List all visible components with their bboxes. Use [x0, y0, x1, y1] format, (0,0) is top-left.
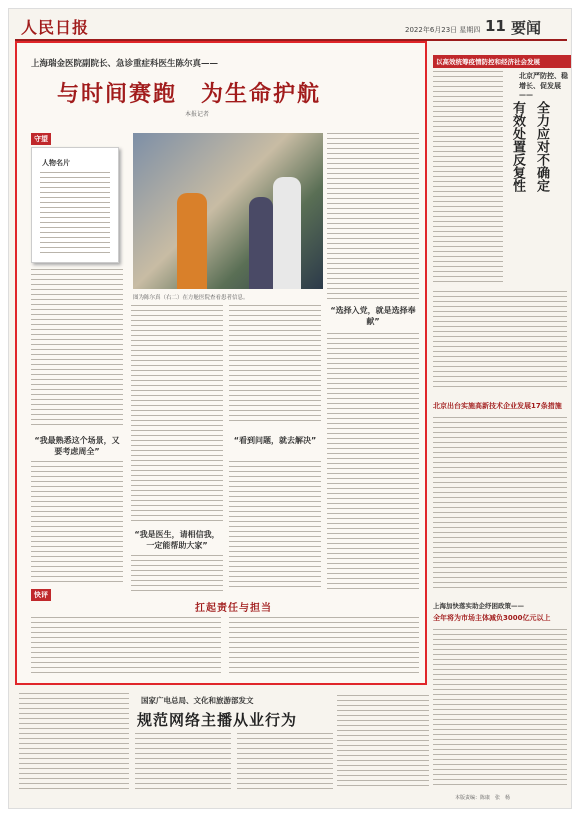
section-tag-shouwang: 守望: [31, 133, 51, 145]
text-column: [237, 733, 333, 789]
section-tag-kuaiping: 快评: [31, 589, 51, 601]
text-column: [433, 291, 567, 389]
profile-card-title: 人物名片: [42, 159, 70, 167]
page-number: 11: [485, 17, 506, 35]
text-column: [433, 417, 567, 589]
bottom-article-headline: 规范网络主播从业行为: [137, 711, 298, 729]
text-column: [31, 269, 123, 429]
right-headline-2: 北京出台实施高新技术企业发展17条措施: [433, 402, 562, 410]
subhead-1: “我最熟悉这个场景，又要考虑周全”: [34, 436, 120, 456]
subhead-4: “我是医生，请相信我，一定能帮助大家”: [134, 530, 220, 550]
text-column: [327, 133, 419, 301]
subhead-2: “选择入党，就是选择奉献”: [330, 306, 416, 326]
right-section-tag: 以高效统筹疫情防控和经济社会发展: [433, 55, 571, 68]
page-name: 要闻: [511, 19, 542, 37]
subhead-3: “看到问题，就去解决”: [233, 436, 317, 445]
newspaper-logo: 人民日报: [21, 18, 90, 37]
article-headline: 与时间赛跑 为生命护航: [57, 82, 322, 107]
person-figure: [273, 177, 301, 289]
article-byline: 本报记者: [185, 111, 216, 118]
commentary-text: [229, 617, 419, 677]
right-headline-3: 全年将为市场主体减负3000亿元以上: [433, 614, 551, 622]
profile-card: [31, 147, 119, 263]
right-kicker-3: 上海加快落实助企纾困政策——: [433, 602, 524, 610]
right-vertical-headline-1: 有效处置反复性: [510, 101, 525, 192]
person-figure: [177, 193, 207, 289]
page-footer: 本版责编：陈康 张 杨: [455, 795, 511, 801]
text-column: [229, 305, 321, 425]
text-column: [131, 555, 223, 591]
text-column: [229, 461, 321, 591]
article-photo: [133, 133, 323, 289]
text-column: [337, 695, 429, 789]
profile-card-text: [40, 172, 110, 256]
masthead: [15, 13, 567, 41]
bottom-article-kicker: 国家广电总局、文化和旅游部发文: [141, 696, 254, 705]
feature-article-highlight[interactable]: [15, 41, 427, 685]
text-column: [135, 733, 231, 789]
commentary-text: [31, 617, 221, 677]
text-column: [131, 305, 223, 525]
text-column: [433, 71, 503, 285]
right-article-kicker: 北京严防控、稳增长、促发展——: [519, 72, 568, 99]
person-figure: [249, 197, 273, 289]
photo-caption: 图为陈尔真（右二）在方舱医院查看患者信息。: [133, 295, 249, 301]
text-column: [31, 461, 123, 585]
article-kicker: 上海瑞金医院副院长、急诊重症科医生陈尔真——: [31, 59, 219, 69]
text-column: [19, 693, 129, 789]
issue-date: 2022年6月23日 星期四: [405, 26, 481, 34]
newspaper-page: [8, 8, 572, 809]
text-column: [327, 333, 419, 591]
commentary-title: 扛起责任与担当: [195, 603, 272, 614]
text-column: [433, 629, 567, 785]
right-vertical-headline-2: 全力应对不确定: [534, 101, 549, 192]
